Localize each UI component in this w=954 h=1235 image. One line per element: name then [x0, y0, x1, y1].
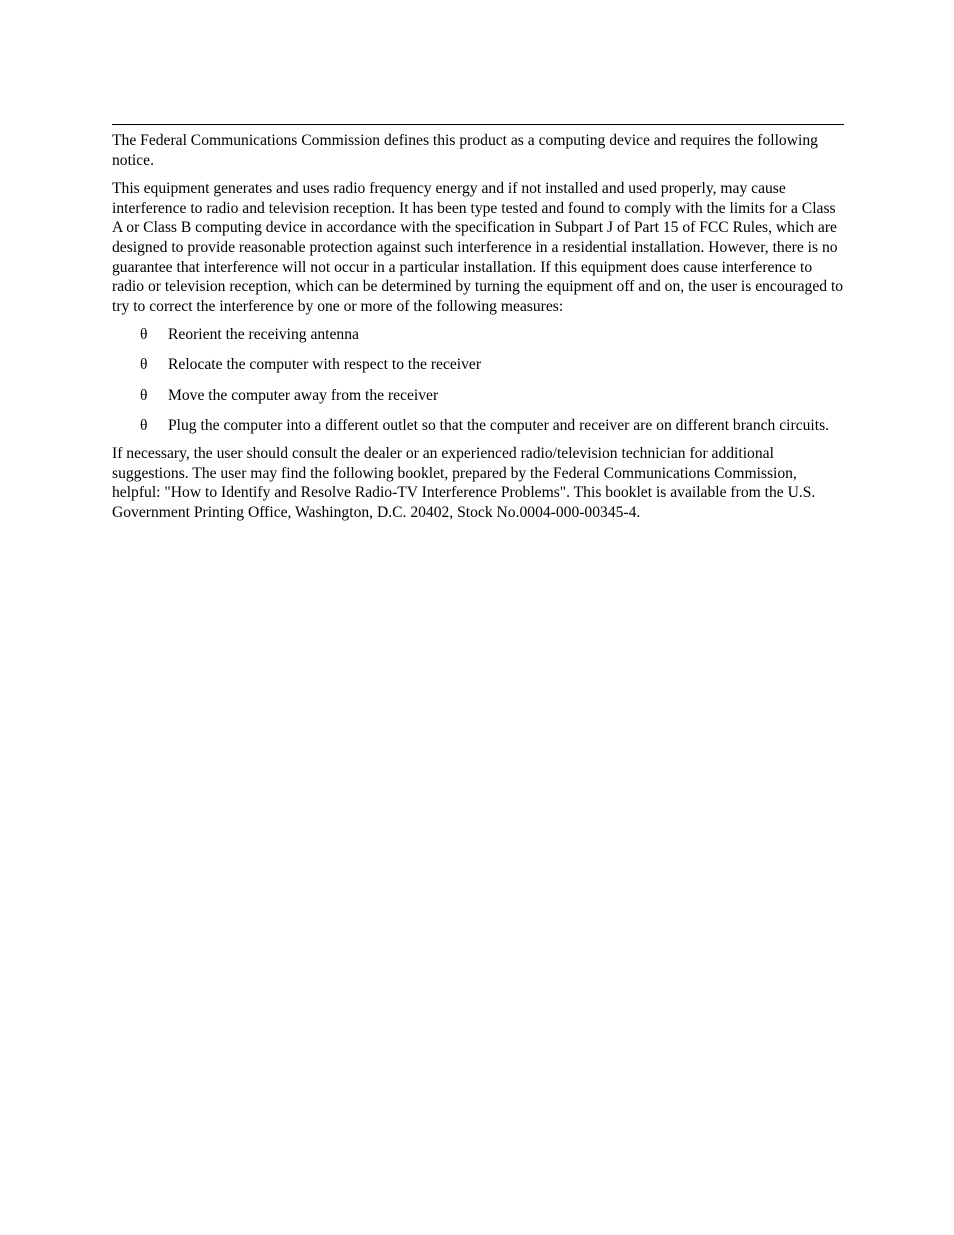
list-item	[112, 416, 844, 436]
list-item	[112, 386, 844, 406]
measures-list	[112, 325, 844, 435]
bullet-glyph: θ	[140, 356, 148, 374]
intro-paragraph: The Federal Communications Commission defines this product as a computing device and requires the following notice.	[112, 132, 818, 169]
bullet-glyph: θ	[140, 326, 148, 344]
document-page	[112, 124, 844, 532]
measure-text: Move the computer away from the receiver	[168, 386, 439, 404]
bullet-glyph: θ	[140, 386, 148, 404]
measure-text: Relocate the computer with respect to the receiver	[168, 356, 482, 374]
body-paragraph: This equipment generates and uses radio frequency energy and if not installed and used properly, may cause interference to radio and television reception. It has been type tested and found to comply with the limits for a Class A or Class B computing device in accordance with the specification in Subpart J of Part 15 of FCC Rules, which are designed to provide reasonable protection against such interference in a residential installation. However, there is no guarantee that interference will not occur in a particular installation. If this equipment does cause interference to radio or television reception, which can be determined by turning the equipment off and on, the user is encouraged to try to correct the interference by one or more of the following measures:	[112, 180, 844, 315]
closing-paragraph: If necessary, the user should consult the dealer or an experienced radio/television technician for additional suggestions. The user may find the following booklet, prepared by the Federal Communications Commission, helpful: "How to Identify and Resolve Radio-TV Interference Problems". This booklet is available from the U.S. Government Printing Office, Washington, D.C. 20402, Stock No.0004-000-00345-4.	[112, 445, 816, 521]
bullet-glyph: θ	[140, 416, 148, 434]
measure-text: Plug the computer into a different outlet so that the computer and receiver are on different branch circuits.	[168, 416, 830, 434]
list-item	[112, 355, 844, 375]
top-horizontal-rule	[112, 124, 844, 125]
list-item	[112, 325, 844, 345]
measure-text: Reorient the receiving antenna	[168, 326, 359, 344]
